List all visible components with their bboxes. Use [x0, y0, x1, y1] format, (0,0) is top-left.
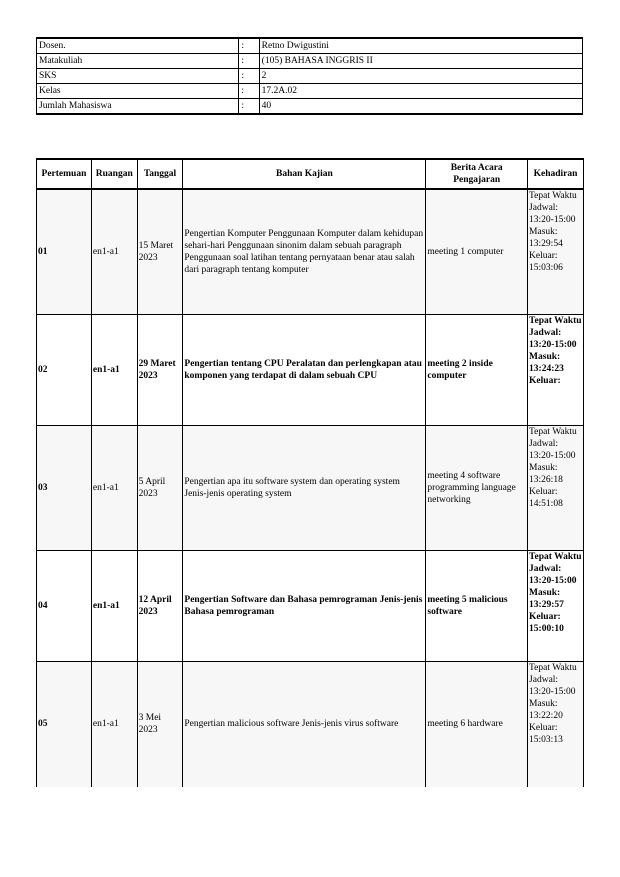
info-row-sks	[37, 69, 583, 84]
cell-kehadiran	[528, 315, 584, 426]
info-value: Retno Dwigustini	[259, 38, 582, 54]
table-row	[37, 189, 584, 315]
cell-pertemuan: 03	[37, 426, 92, 551]
header-tanggal: Tanggal	[137, 159, 183, 189]
cell-bahan-kajian: Pengertian tentang CPU Peralatan dan perlengkapan atau komponen yang terdapat di dalam sebuah CPU	[183, 315, 426, 426]
header-berita-acara: Berita Acara Pengajaran	[426, 159, 528, 189]
cell-ruangan: en1-a1	[91, 426, 137, 551]
kehadiran-text: Tepat Waktu Jadwal: 13:20-15:00 Masuk: 13:29:54 Keluar: 15:03:06	[529, 191, 577, 273]
course-info-table	[36, 37, 583, 115]
cell-ruangan: en1-a1	[91, 662, 137, 787]
info-separator: :	[239, 38, 259, 54]
cell-bahan-kajian: Pengertian Komputer Penggunaan Komputer dalam kehidupan sehari-hari Penggunaan sinonim dalam sebuah paragraph Penggunaan soal latihan tentang pernyataan benar atau salah dari paragraph tentang komputer	[183, 189, 426, 315]
header-kehadiran: Kehadiran	[528, 159, 584, 189]
cell-ruangan: en1-a1	[91, 189, 137, 315]
info-row-dosen	[37, 38, 583, 54]
cell-kehadiran	[528, 662, 584, 787]
cell-pertemuan: 05	[37, 662, 92, 787]
cell-ruangan: en1-a1	[91, 315, 137, 426]
cell-bahan-kajian: Pengertian Software dan Bahasa pemrograman Jenis-jenis Bahasa pemrograman	[183, 551, 426, 662]
info-label: Matakuliah	[37, 54, 239, 69]
attendance-table	[36, 158, 584, 787]
info-row-matakuliah	[37, 54, 583, 69]
cell-tanggal: 15 Maret 2023	[137, 189, 183, 315]
cell-kehadiran	[528, 189, 584, 315]
cell-pertemuan: 01	[37, 189, 92, 315]
info-row-jumlah-mahasiswa	[37, 99, 583, 115]
table-row	[37, 315, 584, 426]
cell-ruangan: en1-a1	[91, 551, 137, 662]
header-bahan-kajian: Bahan Kajian	[183, 159, 426, 189]
cell-tanggal: 3 Mei 2023	[137, 662, 183, 787]
info-label: SKS	[37, 69, 239, 84]
header-pertemuan: Pertemuan	[37, 159, 92, 189]
info-value: 2	[259, 69, 582, 84]
cell-pertemuan: 04	[37, 551, 92, 662]
table-row	[37, 662, 584, 787]
table-row	[37, 426, 584, 551]
table-row	[37, 551, 584, 662]
info-value: (105) BAHASA INGGRIS II	[259, 54, 582, 69]
info-separator: :	[239, 69, 259, 84]
info-separator: :	[239, 99, 259, 115]
info-row-kelas	[37, 84, 583, 99]
cell-bahan-kajian: Pengertian apa itu software system dan operating system Jenis-jenis operating system	[183, 426, 426, 551]
kehadiran-text: Tepat Waktu Jadwal: 13:20-15:00 Masuk: 13:29:57 Keluar: 15:00:10	[529, 552, 582, 634]
cell-bahan-kajian: Pengertian malicious software Jenis-jenis virus software	[183, 662, 426, 787]
cell-berita-acara: meeting 1 computer	[426, 189, 528, 315]
cell-kehadiran	[528, 551, 584, 662]
kehadiran-text: Tepat Waktu Jadwal: 13:20-15:00 Masuk: 13:22:20 Keluar: 15:03:13	[529, 663, 577, 745]
info-label: Kelas	[37, 84, 239, 99]
info-label: Jumlah Mahasiswa	[37, 99, 239, 115]
info-value: 40	[259, 99, 582, 115]
info-label: Dosen.	[37, 38, 239, 54]
cell-tanggal: 5 April 2023	[137, 426, 183, 551]
cell-berita-acara: meeting 6 hardware	[426, 662, 528, 787]
info-value: 17.2A.02	[259, 84, 582, 99]
attendance-header-row	[37, 159, 584, 189]
cell-tanggal: 29 Maret 2023	[137, 315, 183, 426]
kehadiran-text: Tepat Waktu Jadwal: 13:20-15:00 Masuk: 13:26:18 Keluar: 14:51:08	[529, 427, 577, 509]
cell-berita-acara: meeting 5 malicious software	[426, 551, 528, 662]
info-separator: :	[239, 84, 259, 99]
cell-kehadiran	[528, 426, 584, 551]
cell-tanggal: 12 April 2023	[137, 551, 183, 662]
header-ruangan: Ruangan	[91, 159, 137, 189]
cell-pertemuan: 02	[37, 315, 92, 426]
cell-berita-acara: meeting 4 software programming language networking	[426, 426, 528, 551]
kehadiran-text: Tepat Waktu Jadwal: 13:20-15:00 Masuk: 13:24:23 Keluar:	[529, 316, 582, 386]
info-separator: :	[239, 54, 259, 69]
cell-berita-acara: meeting 2 inside computer	[426, 315, 528, 426]
